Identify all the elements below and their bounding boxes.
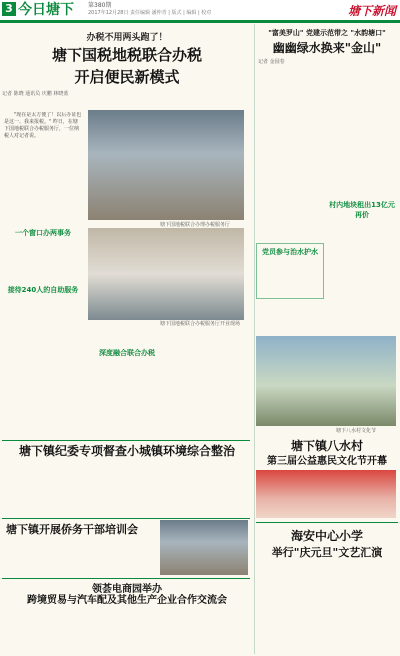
newspaper-logo: 塘下新闻 bbox=[347, 4, 396, 18]
inspection-headline: 塘下镇纪委专项督查小城镇环境综合整治 bbox=[18, 444, 235, 458]
trade-kicker: 领荟电商园举办 bbox=[92, 584, 162, 595]
lead-photo-1 bbox=[88, 110, 244, 220]
lead-photo-2 bbox=[88, 228, 244, 320]
column-divider bbox=[254, 24, 255, 654]
party-box bbox=[256, 243, 324, 299]
lead-headline-line2: 开启便民新模式 bbox=[74, 68, 180, 86]
lead-subhead-2: 接待240人的自助服务 bbox=[7, 286, 79, 294]
section-title: 今日塘下 bbox=[18, 2, 74, 18]
lead-article-header bbox=[2, 30, 252, 106]
divider bbox=[256, 522, 398, 523]
training-headline: 塘下镇开展侨务干部培训会 bbox=[6, 523, 138, 536]
culture-caption: 塘下八水村文化节 bbox=[336, 428, 377, 434]
issue-number: 第380期 bbox=[88, 2, 112, 9]
page-number: 3 bbox=[2, 2, 16, 16]
culture-headline-1: 塘下镇八水村 bbox=[290, 439, 363, 453]
lead-headline-line1: 塘下国税地税联合办税 bbox=[51, 46, 202, 64]
lead-column-2 bbox=[88, 330, 166, 440]
river-byline: 记者 金园卷 bbox=[258, 59, 285, 65]
trade-headline: 跨境贸易与汽车配及其他生产企业合作交流会 bbox=[27, 595, 227, 606]
lead-caption-1: 塘下国地税联合办理办税服务厅 bbox=[160, 222, 231, 228]
party-box-title: 党员参与治水护水 bbox=[262, 248, 318, 256]
culture-headline-2: 第三届公益惠民文化节开幕 bbox=[267, 456, 387, 467]
school-headline-1: 海安中心小学 bbox=[290, 529, 363, 543]
masthead-rule bbox=[0, 20, 400, 23]
divider bbox=[2, 440, 250, 441]
lead-kicker: 办税不用两头跑了！ bbox=[86, 33, 168, 43]
lead-subhead-1: 一个窗口办两事务 bbox=[15, 229, 71, 237]
lead-column-1 bbox=[4, 112, 82, 412]
river-headline: 幽幽绿水换来"金山" bbox=[272, 41, 382, 55]
divider bbox=[2, 578, 250, 579]
culture-photo bbox=[256, 336, 396, 426]
training-photo bbox=[160, 520, 248, 575]
lead-intro: "现在是太方便了！以后办证也是这一、我来报税。" 昨日，在塘下国地税联合办税服务厅，一位纳税人对记者说。 bbox=[4, 112, 82, 139]
divider bbox=[2, 518, 250, 519]
river-subhead: 村内地块租出13亿元再价 bbox=[329, 201, 395, 219]
culture-photo-2 bbox=[256, 470, 396, 518]
lead-byline: 记者 陈晓 通讯员 庆鹏 林晓蓝 bbox=[2, 91, 69, 97]
river-kicker: "富美罗山" 党建示范带之 "水韵塘口" bbox=[268, 29, 386, 37]
issue-date: 2017年12月28日 责任编辑 潘仲青 | 版式 | 编辑 | 校对 bbox=[88, 10, 212, 16]
school-headline-2: 举行"庆元旦"文艺汇演 bbox=[271, 546, 383, 559]
masthead bbox=[0, 0, 400, 20]
lead-subhead-3: 深度融合联合办税 bbox=[99, 349, 155, 357]
lead-caption-2: 塘下国地税联合办税服务厅开业现场 bbox=[160, 321, 241, 327]
